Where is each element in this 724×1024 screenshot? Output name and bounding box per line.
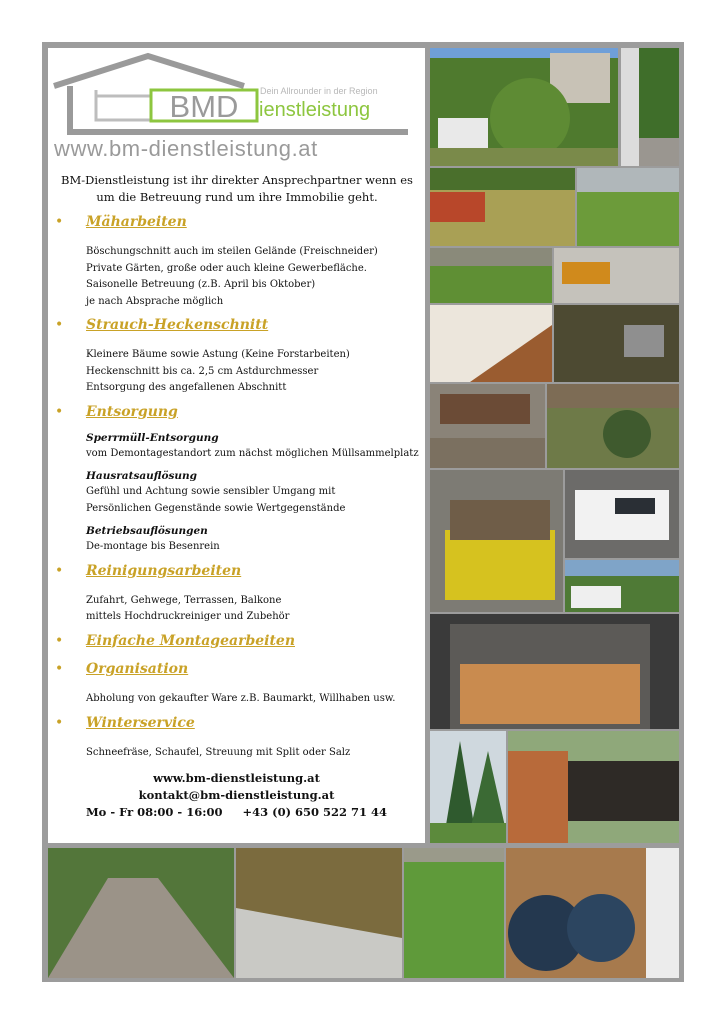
intro-text: BM-Dienstleistung ist ihr direkter Ansprechpartner wenn es um die Betreuung rund um ihre Immobilie geht.: [61, 173, 413, 204]
logo-tagline: Dein Allrounder in der Region: [260, 86, 378, 96]
services-list: [48, 212, 425, 762]
subsection-label: Betriebsauflösungen: [86, 525, 208, 537]
service-organisation: [48, 659, 425, 708]
white-van-photo: [565, 470, 679, 558]
balcony-photo: [508, 731, 679, 843]
section-heading: Entsorgung: [86, 403, 178, 420]
service-line: Heckenschnitt bis ca. 2,5 cm Astdurchmesser: [86, 365, 319, 377]
service-line: mittels Hochdruckreiniger und Zubehör: [86, 611, 290, 622]
service-line: vom Demontagestandort zum nächst möglichen Müllsammelplatz: [86, 447, 419, 459]
mowed-lawn-photo: [577, 168, 679, 246]
service-line: De-montage bis Besenrein: [86, 541, 220, 552]
garden-debris-photo: [547, 384, 679, 468]
service-line: Entsorgung des angefallenen Abschnitt: [86, 382, 287, 393]
service-maeharbeiten: [48, 212, 425, 310]
grass-trimmer-photo: [404, 848, 504, 978]
service-line: Persönlichen Gegenstände sowie Wertgegenstände: [86, 502, 346, 514]
ride-on-mower-photo: [430, 168, 575, 246]
bullet-icon: •: [55, 214, 64, 230]
house-path-photo: [621, 48, 679, 166]
service-line: Saisonelle Betreuung (z.B. April bis Oktober): [86, 279, 316, 290]
forest-cabinet-photo: [554, 305, 679, 382]
service-reinigung: [48, 561, 425, 626]
lawn-photo: [430, 248, 552, 303]
bullet-icon: •: [55, 403, 64, 420]
contact-website[interactable]: www.bm-dienstleistung.at: [153, 771, 320, 785]
logo-url: www.bm-dienstleistung.at: [54, 136, 318, 161]
service-entsorgung: [48, 402, 425, 556]
bullet-icon: •: [55, 562, 64, 579]
contact-email[interactable]: kontakt@bm-dienstleistung.at: [138, 788, 335, 802]
van-cargo-wood-photo: [430, 614, 679, 729]
section-heading: Organisation: [86, 660, 189, 677]
section-heading: Reinigungsarbeiten: [86, 562, 242, 579]
bullet-icon: •: [55, 632, 64, 649]
grass-paver-photo: [236, 848, 402, 978]
service-line: Abholung von gekaufter Ware z.B. Baumarkt, Willhaben usw.: [86, 692, 396, 704]
contact-phone[interactable]: +43 (0) 650 522 71 44: [242, 805, 388, 819]
contact-hours-phone: [48, 804, 425, 821]
service-line: Gefühl und Achtung sowie sensibler Umgang mit: [86, 486, 336, 497]
info-panel: [48, 48, 425, 843]
service-montage: [48, 631, 425, 651]
junk-pile-photo: [430, 384, 545, 468]
service-winterservice: [48, 713, 425, 762]
contact-hours: Mo - Fr 08:00 - 16:00: [85, 805, 223, 819]
subsection-label: Hausratsauflösung: [86, 470, 197, 482]
yellow-skip-photo: [554, 248, 679, 303]
forest-trees-photo: [430, 731, 506, 843]
service-line: Kleinere Bäume sowie Astung (Keine Forstarbeiten): [86, 349, 350, 360]
overgrown-garden-photo: [430, 48, 618, 166]
service-line: Private Gärten, große oder auch kleine Gewerbefläche.: [86, 262, 367, 274]
service-heckenschnitt: [48, 315, 425, 397]
section-heading: Einfache Montagearbeiten: [86, 632, 296, 649]
logo-brand-letters: BMD: [169, 89, 239, 124]
staircase-photo: [430, 305, 552, 382]
section-heading: Strauch-Heckenschnitt: [86, 317, 269, 333]
bullet-icon: •: [55, 715, 64, 731]
full-skip-photo: [430, 470, 563, 612]
van-and-workers-photo: [565, 560, 679, 612]
service-line: Böschungschnitt auch im steilen Gelände (Freischneider): [86, 246, 378, 257]
bullet-icon: •: [55, 660, 64, 677]
subsection-label: Sperrmüll-Entsorgung: [86, 431, 219, 444]
logo-brand-rest: ienstleistung: [259, 99, 371, 121]
bullet-icon: •: [55, 317, 64, 333]
service-line: Schneefräse, Schaufel, Streuung mit Split oder Salz: [86, 747, 351, 758]
section-heading: Winterservice: [86, 715, 195, 731]
company-logo: [48, 48, 425, 163]
section-heading: Mäharbeiten: [86, 214, 187, 230]
contact-block: [48, 770, 425, 821]
service-line: je nach Absprache möglich: [86, 295, 224, 307]
cleaned-driveway-photo: [48, 848, 234, 978]
garbage-bags-photo: [506, 848, 679, 978]
service-line: Zufahrt, Gehwege, Terrassen, Balkone: [86, 594, 282, 606]
